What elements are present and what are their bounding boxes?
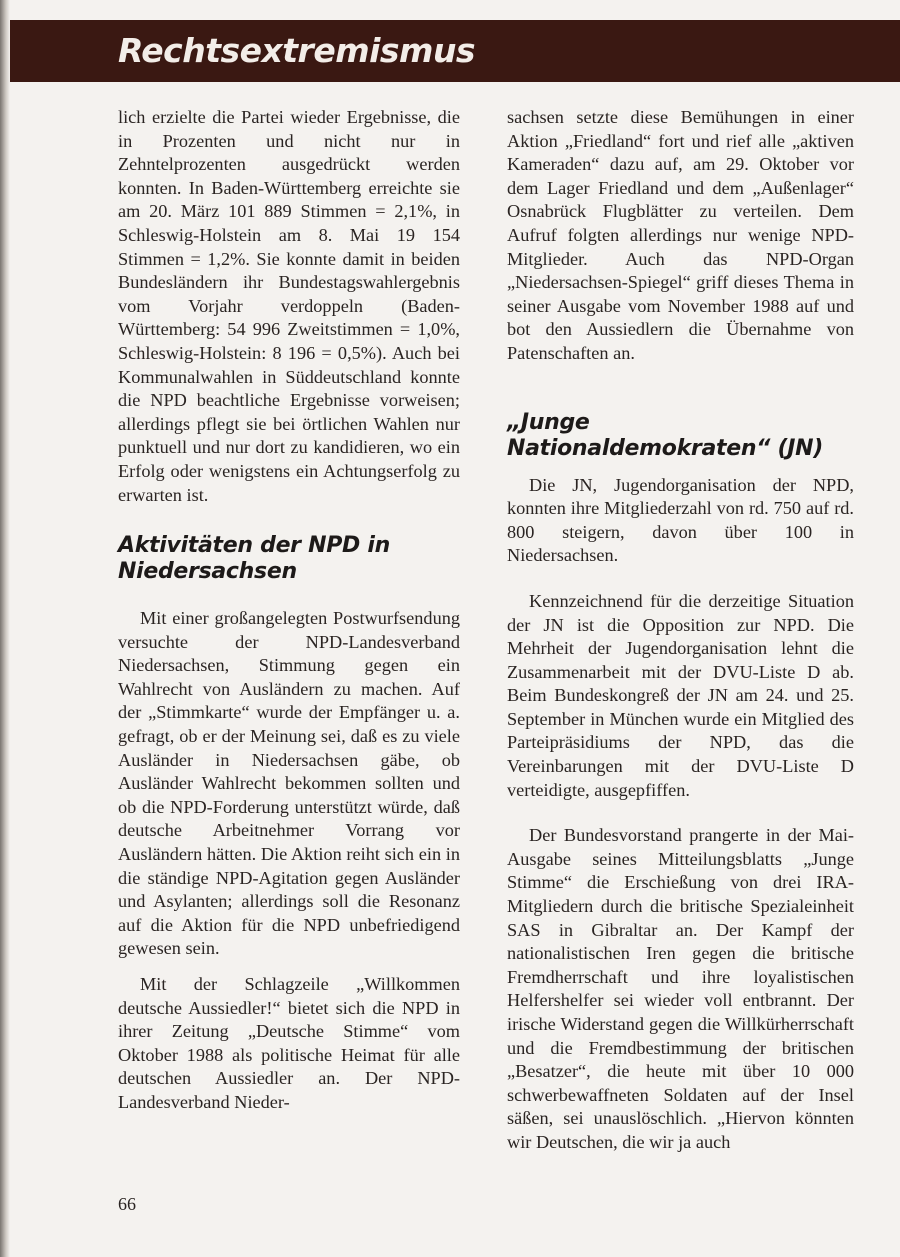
page-binding-edge — [0, 0, 10, 1257]
right-column — [507, 106, 854, 1155]
section-heading-junge-nationaldemokraten: „Junge Nationaldemokraten“ (JN) — [507, 409, 823, 461]
section-heading-npd-niedersachsen: Aktivitäten der NPD in Niedersachsen — [118, 533, 390, 585]
paragraph-jn-membership: Die JN, Jugendorganisation der NPD, konnten ihre Mitgliederzahl von rd. 750 auf rd. 800 steigern, davon über 100 in Niedersachsen. — [507, 474, 854, 566]
paragraph-jn-opposition: Kennzeichnend für die derzeitige Situation der JN ist die Opposition zur NPD. Die Mehrheit der Jugendorganisation lehnt die Zusammenarbeit mit der DVU-Liste D ab. Beim Bundeskongreß der JN am 24. und 25. September in München wurde ein Mitglied des Parteipräsidiums der NPD, das die Vereinbarungen mit der DVU-Liste D verteidigte, ausgepfiffen. — [507, 590, 854, 800]
page-header-title: Rechtsextremismus — [118, 31, 476, 70]
paragraph-aktion-friedland: sachsen setzte diese Bemühungen in einer Aktion „Friedland“ fort und rief alle „aktiven Kameraden“ dazu auf, am 29. Oktober vor dem Lager Friedland und dem „Außenlager“ Osnabrück Flugblätter zu verteilen. Dem Aufruf folgten allerdings nur wenige NPD-Mitglieder. Auch das NPD-Organ „Niedersachsen-Spiegel“ griff dieses Thema in seiner Ausgabe vom November 1988 auf und bot den Aussiedlern die Übernahme von Patenschaften an. — [507, 107, 854, 363]
left-column — [118, 106, 460, 1115]
paragraph-aussiedler: Mit der Schlagzeile „Willkommen deutsche Aussiedler!“ bietet sich die NPD in ihrer Zeitung „Deutsche Stimme“ vom Oktober 1988 als politische Heimat für alle deutschen Aussiedler an. Der NPD-Landesverband Nieder- — [118, 974, 460, 1112]
page-number: 66 — [118, 1194, 136, 1214]
paragraph-bundesvorstand: Der Bundesvorstand prangerte in der Mai-Ausgabe seines Mitteilungsblatts „Junge Stimme“ die Erschießung von drei IRA-Mitgliedern durch die britische Spezialeinheit SAS in Gibraltar an. Der Kampf der nationalistischen Iren gegen die britische Fremdherrschaft und ihre loyalistischen Helfershelfer sei wieder voll entbrannt. Der irische Widerstand gegen die Willkürherrschaft und die Fremdbestimmung der britischen „Besatzer“, die heute mit über 10 000 schwerbewaffneten Soldaten auf der Insel säßen, sei unauslöschlich. „Hiervon könnten wir Deutschen, die wir ja auch — [507, 825, 854, 1152]
paragraph-postwurfsendung: Mit einer großangelegten Postwurfsendung versuchte der NPD-Landesverband Niedersachsen, Stimmung gegen ein Wahlrecht von Ausländern zu machen. Auf der „Stimmkarte“ wurde der Empfänger u. a. gefragt, ob er der Meinung sei, daß es zu viele Ausländer in Niedersachsen gäbe, ob Ausländer Wahlrecht bekommen sollten und ob die NPD-Forderung unterstützt würde, daß deutsche Arbeitnehmer Vorrang vor Ausländern hätten. Die Aktion reiht sich ein in die ständige NPD-Agitation gegen Ausländer und Asylanten; allerdings soll die Resonanz auf die Aktion für die NPD unbefriedigend gewesen sein. — [118, 608, 460, 959]
paragraph-election-results: lich erzielte die Partei wieder Ergebnisse, die in Prozenten und nicht nur in Zehntelprozenten ausgedrückt werden konnten. In Baden-Württemberg erreichte sie am 20. März 101 889 Stimmen = 2,1%, in Schleswig-Holstein am 8. Mai 19 154 Stimmen = 1,2%. Sie konnte damit in beiden Bundesländern ihr Bundestagswahlergebnis vom Vorjahr verdoppeln (Baden-Württemberg: 54 996 Zweitstimmen = 1,0%, Schleswig-Holstein: 8 196 = 0,5%). Auch bei Kommunalwahlen in Süddeutschland konnte die NPD beachtliche Ergebnisse vorweisen; allerdings pflegt sie bei örtlichen Wahlen nur punktuell und nur dort zu kandidieren, wo ein Erfolg oder wenigstens ein Achtungserfolg zu erwarten ist. — [118, 107, 460, 505]
